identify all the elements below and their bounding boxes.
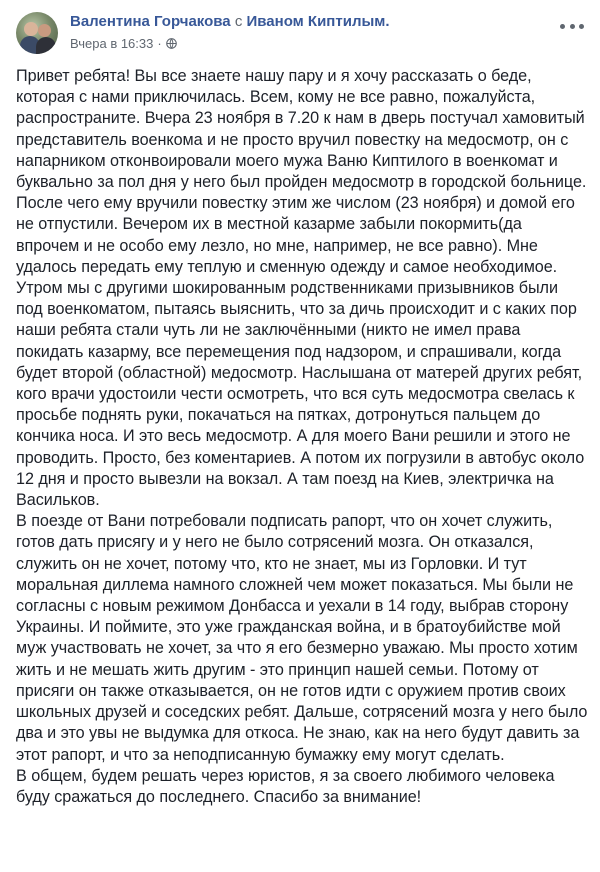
post-paragraph-3: В общем, будем решать через юристов, я за своего любимого человека буду сражаться до последнего. Спасибо за внимание! [16, 766, 555, 806]
post-paragraph-2: В поезде от Вани потребовали подписать рапорт, что он хочет служить, готов дать присягу и у него не было сотрясений мозга. Он отказался, служить он не хочет, потому что, кто не знает, мы из Горловки. И тут моральная диллема намного сложней чем может показаться. Мы были не согласны с новым режимом Донбасса и уехали в 14 году, выбрав сторону Украины. И поймите, это уже гражданская война, и в братоубийстве мой муж участвовать не хочет, за что я его безмерно уважаю. Мы просто хотим жить и не мешать жить другим - это принцип нашей семьи. Потому от присяги он также отказывается, он не готов идти с оружием против своих школьных друзей и соседских ребят. Дальше, сотрясений мозга у него было два и это увы не выдумка для откоса. Не знаю, как на него будут давить за этот рапорт, и что за неподписанную бумажку ему могут сделать. [16, 512, 588, 764]
author-name-link[interactable]: Валентина Горчакова [70, 13, 231, 30]
globe-icon[interactable] [166, 38, 177, 49]
meta-separator: · [157, 36, 162, 51]
post-header [16, 12, 584, 64]
tagged-person-link[interactable]: Иваном Киптилым. [246, 13, 390, 30]
post-paragraph-1: Привет ребята! Вы все знаете нашу пару и я хочу рассказать о беде, которая с нами приключилась. Всем, кому не все равно, пожалуйста, распространите. Вчера 23 ноября в 7.20 к нам в дверь постучал хамовитый представитель военкома и не просто вручил повестку на медосмотр, он с напарником отконвоировали моего мужа Ваню Киптилого в военкомат и буквально за пол дня у него был пройден медосмотр в городской больнице. После чего ему вручили повестку этим же числом (23 ноября) и домой его не отпустили. Вечером их в местной казарме забыли покормить(да впрочем и не особо ему лезло, но мне, например, не все равно). Мне удалось передать ему теплую и сменную одежду и самое необходимое. Утром мы с другими шокированным родственниками призывников были под военкоматом, пытаясь выяснить, что за дичь происходит и с каких пор наши ребята стали чуть ли не заключёнными (никто не имел права покидать казарму, все перемещения под надзором, и спрашивали, когда будет второй (областной) медосмотр. Наслышана от матерей других ребят, кого врачи удостоили чести осмотреть, что вся суть медосмотра свелась к просьбе поднять руки, покачаться на пятках, дотронуться пальцем до кончика носа. И это весь медосмотр. А для моего Вани решили и этого не проводить. Просто, без коментариев. А потом их погрузили в автобус около 12 дня и просто вывезли на вокзал. А там поезд на Киев, электричка на Васильков. [16, 67, 587, 510]
more-options-icon[interactable] [560, 18, 584, 34]
post-meta [70, 36, 177, 51]
post-author-line [70, 13, 390, 30]
post-body [16, 66, 588, 808]
author-avatar[interactable] [16, 12, 58, 54]
post-timestamp-link[interactable]: Вчера в 16:33 [70, 36, 154, 51]
with-connector: с [234, 13, 243, 30]
